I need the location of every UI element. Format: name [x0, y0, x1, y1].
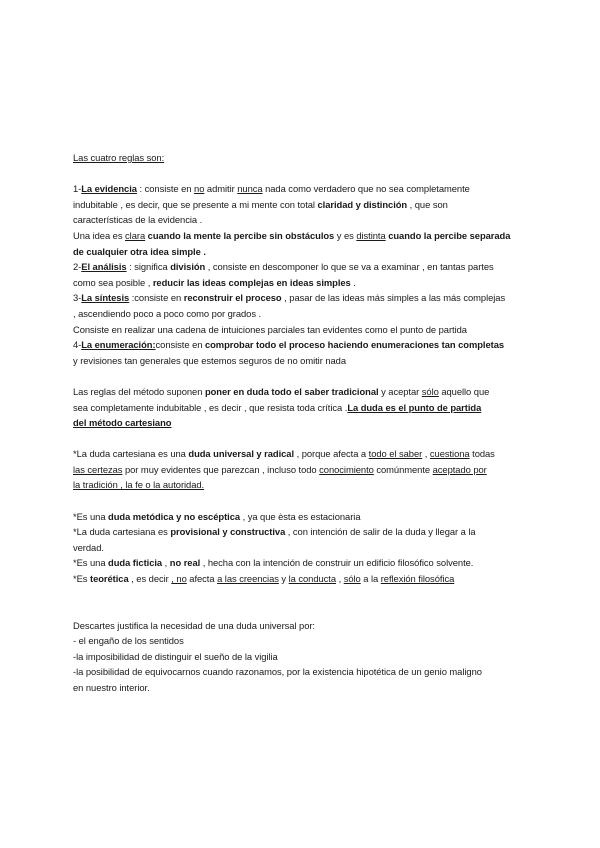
para3-line5: *Es teorética , es decir , no afecta a las creencias y la conducta , sólo a la reflexión filosófica [73, 573, 455, 585]
para4-line2: - el engaño de los sentidos [73, 635, 184, 647]
rule2-line1: 2-El análisis : significa división , consiste en descomponer lo que se va a examinar , en tantas partes [73, 261, 494, 273]
rule1-line5: de cualquier otra idea simple . [73, 245, 206, 257]
rule3-line1: 3-La síntesis :consiste en reconstruir el proceso , pasar de las ideas más simples a las más complejas [73, 292, 506, 304]
para3-line3: verdad. [73, 541, 104, 553]
para4-line1: Descartes justifica la necesidad de una duda universal por: [73, 619, 315, 631]
para3-line4: *Es una duda ficticia , no real , hecha con la intención de construir un edificio filosófico solvente. [73, 557, 474, 569]
rule3-line2: , ascendiendo poco a poco como por grados . [73, 307, 262, 319]
para3-line2: *La duda cartesiana es provisional y constructiva , con intención de salir de la duda y llegar a la [73, 526, 476, 538]
para2-line3: la tradición , la fe o la autoridad. [73, 479, 205, 491]
para1-line3: del método cartesiano [73, 417, 172, 429]
rule2-line2: como sea posible , reducir las ideas complejas en ideas simples . [73, 276, 356, 288]
rule1-line3: características de la evidencia . [73, 214, 203, 226]
para4-line4: -la posibilidad de equivocarnos cuando razonamos, por la existencia hipotética de un genio maligno [73, 666, 482, 678]
rule1-line4: Una idea es clara cuando la mente la percibe sin obstáculos y es distinta cuando la percibe separada [73, 229, 511, 241]
heading: Las cuatro reglas son: [73, 152, 165, 163]
rule3-line3: Consiste en realizar una cadena de intuiciones parciales tan evidentes como el punto de partida [73, 323, 467, 335]
para4-line3: -la imposibilidad de distinguir el sueño de la vigilia [73, 650, 278, 662]
rule1-line2: indubitable , es decir, que se presente a mi mente con total claridad y distinción , que son [73, 198, 448, 210]
para1-line2: sea completamente indubitable , es decir , que resista toda crítica .La duda es el punto de partida [73, 401, 482, 413]
para2-line2: las certezas por muy evidentes que parezcan , incluso todo conocimiento comúnmente aceptado por [73, 463, 487, 475]
para4-line5: en nuestro interior. [73, 682, 150, 693]
para3-line1: *Es una duda metódica y no escéptica , ya que èsta es estacionaria [73, 510, 361, 522]
rule4-line2: y revisiones tan generales que estemos seguros de no omitir nada [73, 354, 347, 366]
para2-line1: *La duda cartesiana es una duda universal y radical , porque afecta a todo el saber , cuestiona todas [73, 448, 495, 460]
para1-line1: Las reglas del método suponen poner en duda todo el saber tradicional y aceptar sólo aquello que [73, 385, 490, 397]
rule4-line1: 4-La enumeración:consiste en comprobar todo el proceso haciendo enumeraciones tan completas [73, 339, 505, 351]
document-body [73, 150, 533, 696]
rule1-line1: 1-La evidencia : consiste en no admitir nunca nada como verdadero que no sea completamente [73, 183, 470, 195]
